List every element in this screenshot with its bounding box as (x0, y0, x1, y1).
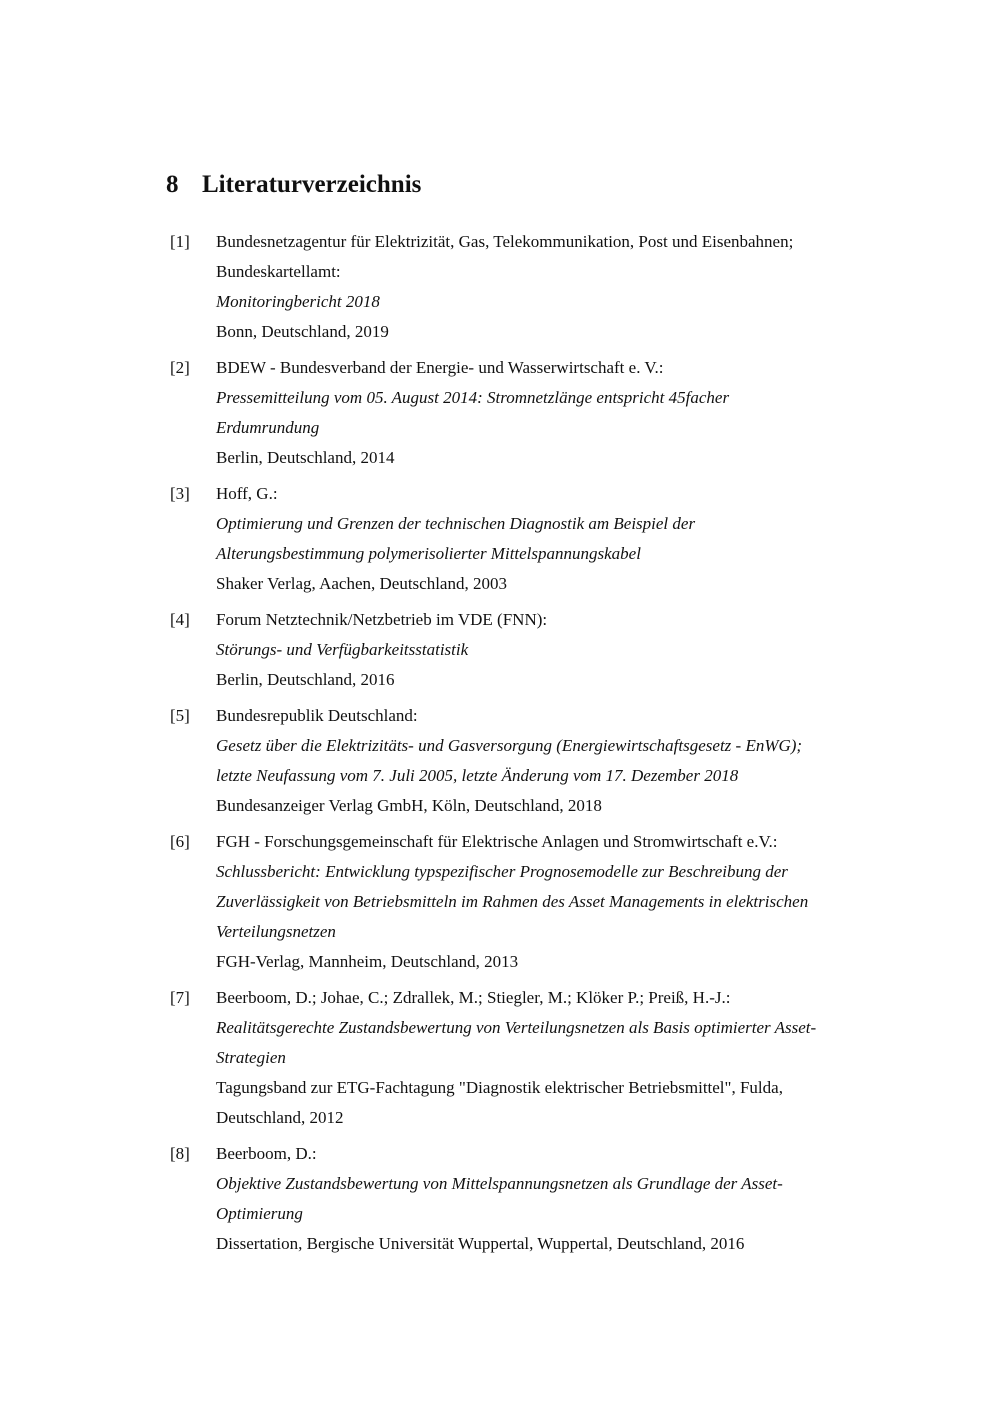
reference-title-line: Pressemitteilung vom 05. August 2014: Stromnetzlänge entspricht 45facher (216, 388, 730, 407)
reference-title-line: Monitoringbericht 2018 (216, 292, 380, 311)
reference-number: [3] (170, 484, 190, 503)
reference-publisher-line: Bundesanzeiger Verlag GmbH, Köln, Deutschland, 2018 (216, 796, 602, 815)
reference-entry (166, 605, 886, 695)
reference-entry (166, 827, 886, 977)
reference-number: [1] (170, 232, 190, 251)
reference-publisher-line: Tagungsband zur ETG-Fachtagung "Diagnostik elektrischer Betriebsmittel", Fulda, (216, 1078, 783, 1097)
reference-number: [5] (170, 706, 190, 725)
chapter-number: 8 (166, 171, 179, 198)
reference-entry (166, 227, 886, 347)
reference-author-line: Forum Netztechnik/Netzbetrieb im VDE (FNN): (216, 610, 548, 629)
reference-author-line: Bundeskartellamt: (216, 262, 341, 281)
reference-title-line: Schlussbericht: Entwicklung typspezifischer Prognosemodelle zur Beschreibung der (216, 862, 788, 881)
chapter-heading (166, 167, 421, 203)
reference-entry (166, 1139, 886, 1259)
reference-title-line: Strategien (216, 1048, 286, 1067)
reference-entry (166, 353, 886, 473)
reference-publisher-line: Bonn, Deutschland, 2019 (216, 322, 389, 341)
reference-publisher-line: Deutschland, 2012 (216, 1108, 344, 1127)
reference-publisher-line: FGH-Verlag, Mannheim, Deutschland, 2013 (216, 952, 519, 971)
reference-title-line: Verteilungsnetzen (216, 922, 336, 941)
reference-number: [2] (170, 358, 190, 377)
reference-title-line: Realitätsgerechte Zustandsbewertung von Verteilungsnetzen als Basis optimierter Asset- (216, 1018, 817, 1037)
reference-title-line: Erdumrundung (216, 418, 320, 437)
reference-entry (166, 983, 886, 1133)
reference-title-line: Optimierung (216, 1204, 303, 1223)
reference-author-line: Hoff, G.: (216, 484, 278, 503)
reference-entry (166, 479, 886, 599)
reference-author-line: Beerboom, D.; Johae, C.; Zdrallek, M.; Stiegler, M.; Klöker P.; Preiß, H.-J.: (216, 988, 731, 1007)
reference-author-line: Beerboom, D.: (216, 1144, 317, 1163)
reference-title-line: Objektive Zustandsbewertung von Mittelspannungsnetzen als Grundlage der Asset- (216, 1174, 783, 1193)
chapter-title: Literaturverzeichnis (202, 171, 422, 198)
reference-title-line: letzte Neufassung vom 7. Juli 2005, letzte Änderung vom 17. Dezember 2018 (216, 766, 739, 785)
reference-entry (166, 701, 886, 821)
reference-publisher-line: Dissertation, Bergische Universität Wuppertal, Wuppertal, Deutschland, 2016 (216, 1234, 745, 1253)
reference-list (166, 227, 886, 1265)
reference-publisher-line: Shaker Verlag, Aachen, Deutschland, 2003 (216, 574, 507, 593)
reference-title-line: Optimierung und Grenzen der technischen Diagnostik am Beispiel der (216, 514, 696, 533)
reference-publisher-line: Berlin, Deutschland, 2014 (216, 448, 395, 467)
reference-number: [4] (170, 610, 190, 629)
reference-title-line: Störungs- und Verfügbarkeitsstatistik (216, 640, 469, 659)
reference-author-line: FGH - Forschungsgemeinschaft für Elektrische Anlagen und Stromwirtschaft e.V.: (216, 832, 778, 851)
reference-author-line: Bundesrepublik Deutschland: (216, 706, 418, 725)
reference-author-line: BDEW - Bundesverband der Energie- und Wasserwirtschaft e. V.: (216, 358, 664, 377)
reference-publisher-line: Berlin, Deutschland, 2016 (216, 670, 395, 689)
reference-title-line: Zuverlässigkeit von Betriebsmitteln im Rahmen des Asset Managements in elektrischen (216, 892, 809, 911)
reference-title-line: Alterungsbestimmung polymerisolierter Mittelspannungskabel (216, 544, 641, 563)
reference-number: [8] (170, 1144, 190, 1163)
reference-title-line: Gesetz über die Elektrizitäts- und Gasversorgung (Energiewirtschaftsgesetz - EnWG); (216, 736, 803, 755)
reference-author-line: Bundesnetzagentur für Elektrizität, Gas, Telekommunikation, Post und Eisenbahnen; (216, 232, 794, 251)
reference-number: [7] (170, 988, 190, 1007)
reference-number: [6] (170, 832, 190, 851)
